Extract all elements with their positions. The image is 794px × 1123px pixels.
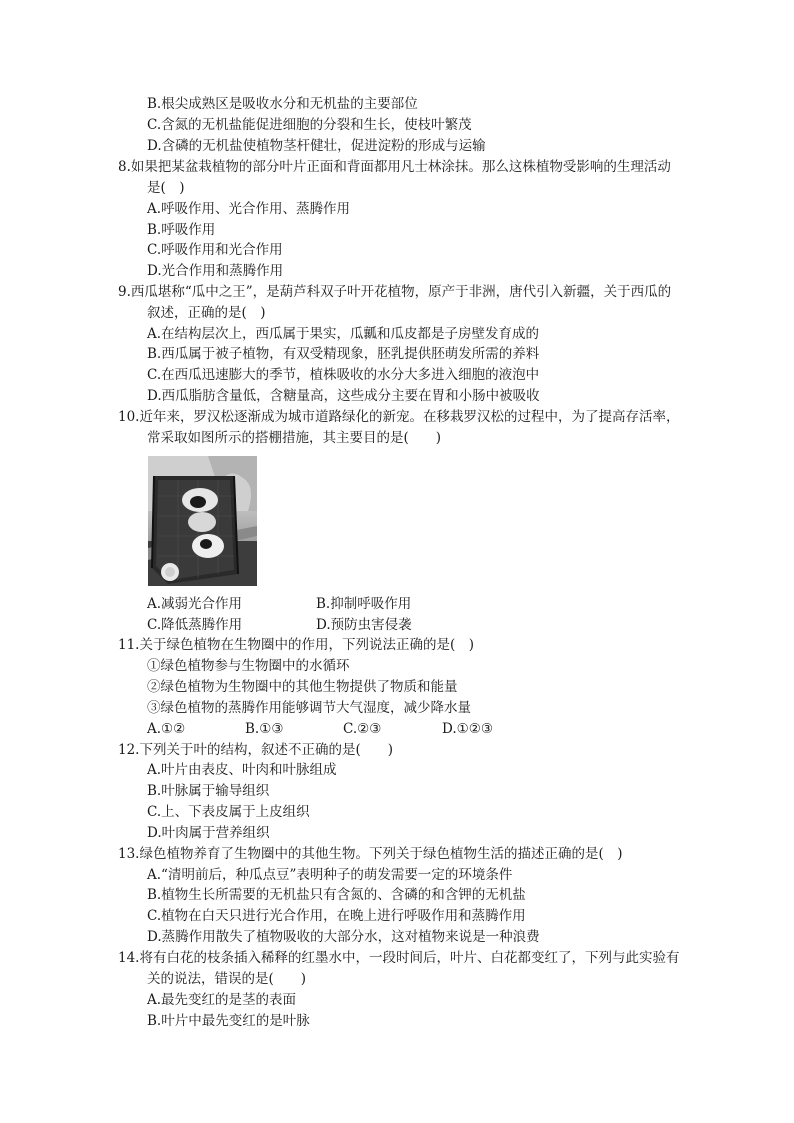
q9-option-b: B.西瓜属于被子植物，有双受精现象，胚乳提供胚萌发所需的养料 — [147, 346, 540, 362]
q9-option-d: D.西瓜脂肪含量低，含糖量高，这些成分主要在胃和小肠中被吸收 — [147, 388, 540, 404]
q13-option-c: C.植物在白天只进行光合作用，在晚上进行呼吸作用和蒸腾作用 — [147, 908, 526, 924]
q12-stem: 12.下列关于叶的结构，叙述不正确的是( ) — [118, 742, 394, 758]
q10-stem-line1: 10.近年来，罗汉松逐渐成为城市道路绿化的新宠。在移栽罗汉松的过程中，为了提高存活率， — [118, 409, 680, 425]
q7-option-d: D.含磷的无机盐使植物茎杆健壮，促进淀粉的形成与运输 — [147, 138, 486, 154]
q11-statement-1: ①绿色植物参与生物圈中的水循环 — [147, 658, 350, 674]
q11-option-a: A.①② — [147, 721, 186, 737]
q9-option-c: C.在西瓜迅速膨大的季节，植株吸收的水分大多进入细胞的液泡中 — [147, 367, 540, 383]
q12-option-d: D.叶肉属于营养组织 — [147, 825, 270, 841]
q8-option-a: A.呼吸作用、光合作用、蒸腾作用 — [147, 201, 351, 217]
q14-option-b: B.叶片中最先变红的是叶脉 — [147, 1013, 310, 1029]
q13-stem: 13.绿色植物养育了生物圈中的其他生物。下列关于绿色植物生活的描述正确的是( ) — [118, 846, 623, 862]
q10-option-d: D.预防虫害侵袭 — [316, 617, 412, 633]
q9-option-a: A.在结构层次上，西瓜属于果实，瓜瓤和瓜皮都是子房壁发育成的 — [147, 326, 540, 342]
q11-option-c: C.②③ — [343, 721, 382, 737]
q10-option-a: A.减弱光合作用 — [147, 596, 243, 612]
q14-stem-line2: 关的说法，错误的是( ) — [147, 971, 307, 987]
q7-option-b: B.根尖成熟区是吸收水分和无机盐的主要部位 — [147, 96, 418, 112]
q9-stem-line1: 9.西瓜堪称“瓜中之王”，是葫芦科双子叶开花植物，原产于非洲，唐代引入新疆，关于西瓜的 — [118, 284, 672, 300]
q10-option-c: C.降低蒸腾作用 — [147, 617, 243, 633]
q8-option-b: B.呼吸作用 — [147, 222, 216, 238]
q13-option-b: B.植物生长所需要的无机盐只有含氮的、含磷的和含钾的无机盐 — [147, 887, 526, 903]
q8-option-d: D.光合作用和蒸腾作用 — [147, 263, 284, 279]
q13-option-d: D.蒸腾作用散失了植物吸收的大部分水，这对植物来说是一种浪费 — [147, 929, 540, 945]
q14-option-a: A.最先变红的是茎的表面 — [147, 992, 297, 1008]
q10-stem-line2: 常采取如图所示的搭棚措施，其主要目的是( ) — [147, 430, 442, 446]
q11-option-d: D.①②③ — [442, 721, 493, 737]
q13-option-a: A.“清明前后，种瓜点豆”表明种子的萌发需要一定的环境条件 — [147, 867, 513, 883]
q11-option-b: B.①③ — [245, 721, 284, 737]
q8-stem-line2: 是( ) — [147, 180, 185, 196]
q11-statement-3: ③绿色植物的蒸腾作用能够调节大气湿度，减少降水量 — [147, 700, 471, 716]
q8-option-c: C.呼吸作用和光合作用 — [147, 242, 283, 258]
q11-stem: 11.关于绿色植物在生物圈中的作用，下列说法正确的是( ) — [118, 637, 475, 653]
q7-option-c: C.含氮的无机盐能促进细胞的分裂和生长，使枝叶繁茂 — [147, 117, 472, 133]
q10-option-b: B.抑制呼吸作用 — [316, 596, 412, 612]
q12-option-a: A.叶片由表皮、叶肉和叶脉组成 — [147, 762, 337, 778]
q8-stem-line1: 8.如果把某盆栽植物的部分叶片正面和背面都用凡士林涂抹。那么这株植物受影响的生理活动 — [118, 159, 671, 175]
q11-statement-2: ②绿色植物为生物圈中的其他生物提供了物质和能量 — [147, 679, 458, 695]
q14-stem-line1: 14.将有白花的枝条插入稀释的红墨水中，一段时间后，叶片、白花都变红了，下列与此实验有 — [118, 950, 680, 966]
q12-option-c: C.上、下表皮属于上皮组织 — [147, 804, 310, 820]
q12-option-b: B.叶脉属于输导组织 — [147, 783, 270, 799]
q9-stem-line2: 叙述，正确的是( ) — [147, 305, 266, 321]
shade-canopy-photo — [148, 456, 257, 586]
